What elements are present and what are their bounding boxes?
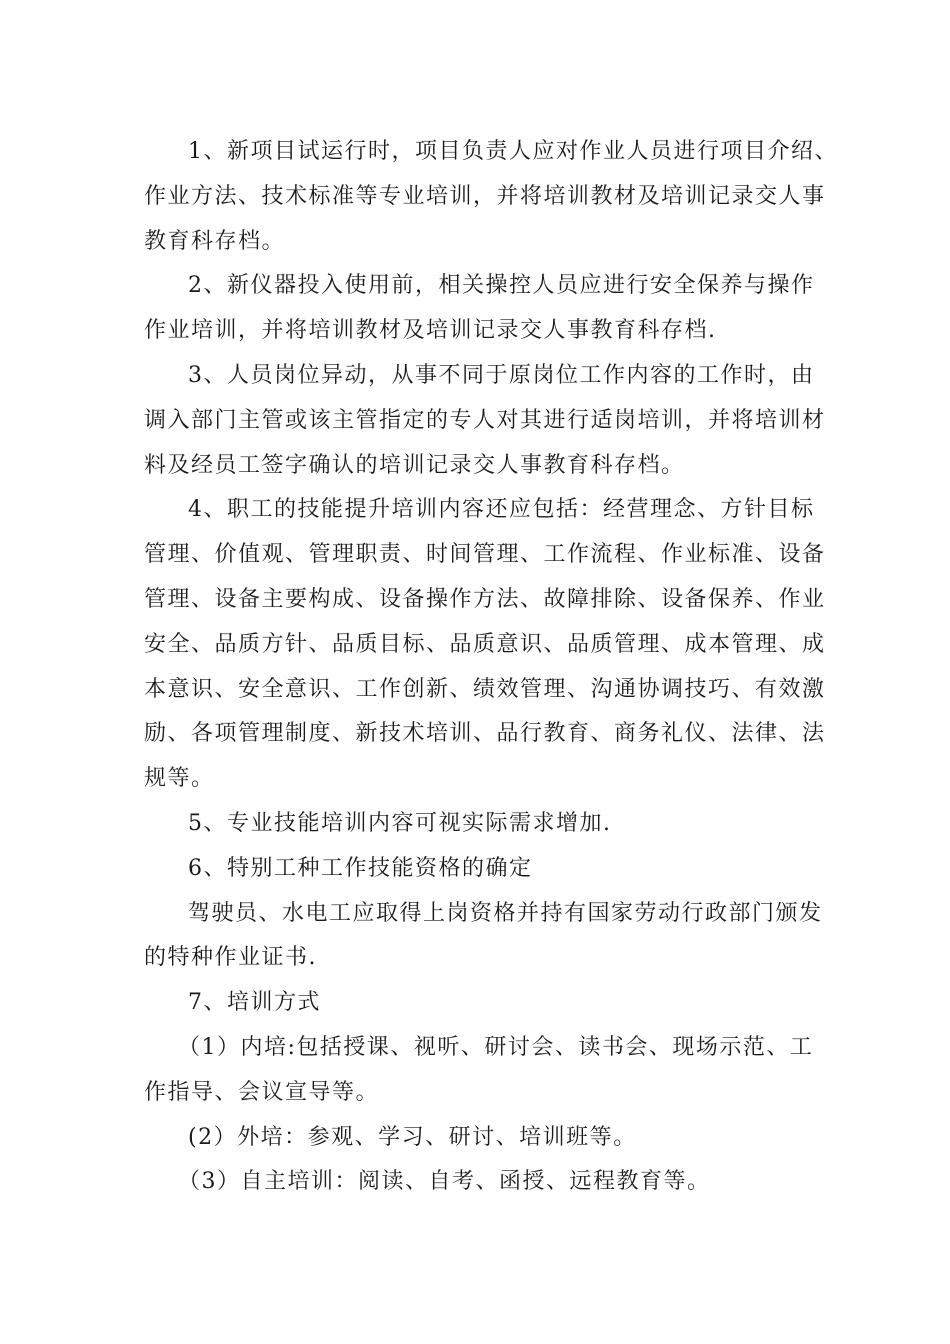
text-line: 作指导、会议宣导等。 [144, 1080, 380, 1105]
text-line: 料及经员工签字确认的培训记录交人事教育科存档。 [144, 453, 685, 478]
text-line: 驾驶员、水电工应取得上岗资格并持有国家劳动行政部门颁发 [188, 901, 823, 926]
text-line: 6、特别工种工作技能资格的确定 [188, 856, 533, 881]
text-line: (2）外培：参观、学习、研讨、培训班等。 [188, 1125, 637, 1150]
text-line: 本意识、安全意识、工作创新、绩效管理、沟通协调技巧、有效激 [144, 677, 826, 702]
text-line: 3、人员岗位异动，从事不同于原岗位工作内容的工作时，由 [188, 363, 815, 388]
text-line: 管理、价值观、管理职责、时间管理、工作流程、作业标准、设备 [144, 542, 826, 567]
text-line: 作业方法、技术标准等专业培训，并将培训教材及培训记录交人事 [144, 184, 826, 209]
text-line: 4、职工的技能提升培训内容还应包括：经营理念、方针目标 [188, 497, 815, 522]
text-line: 的特种作业证书. [144, 945, 317, 970]
text-line: （1）内培:包括授课、视听、研讨会、读书会、现场示范、工 [178, 1035, 814, 1060]
text-line: 管理、设备主要构成、设备操作方法、故障排除、设备保养、作业 [144, 587, 826, 612]
text-line: 作业培训，并将培训教材及培训记录交人事教育科存档. [144, 318, 717, 343]
text-line: 1、新项目试运行时，项目负责人应对作业人员进行项目介绍、 [188, 139, 838, 164]
text-line: 励、各项管理制度、新技术培训、品行教育、商务礼仪、法律、法 [144, 721, 826, 746]
text-line: 调入部门主管或该主管指定的专人对其进行适岗培训，并将培训材 [144, 408, 826, 433]
text-line: 规等。 [144, 766, 215, 791]
text-line: 教育科存档。 [144, 229, 286, 254]
text-line: 安全、品质方针、品质目标、品质意识、品质管理、成本管理、成 [144, 632, 826, 657]
text-line: 7、培训方式 [188, 990, 321, 1015]
text-line: 5、专业技能培训内容可视实际需求增加. [188, 811, 612, 836]
text-line: （3）自主培训：阅读、自考、函授、远程教育等。 [178, 1169, 711, 1194]
text-line: 2、新仪器投入使用前，相关操控人员应进行安全保养与操作 [188, 273, 815, 298]
